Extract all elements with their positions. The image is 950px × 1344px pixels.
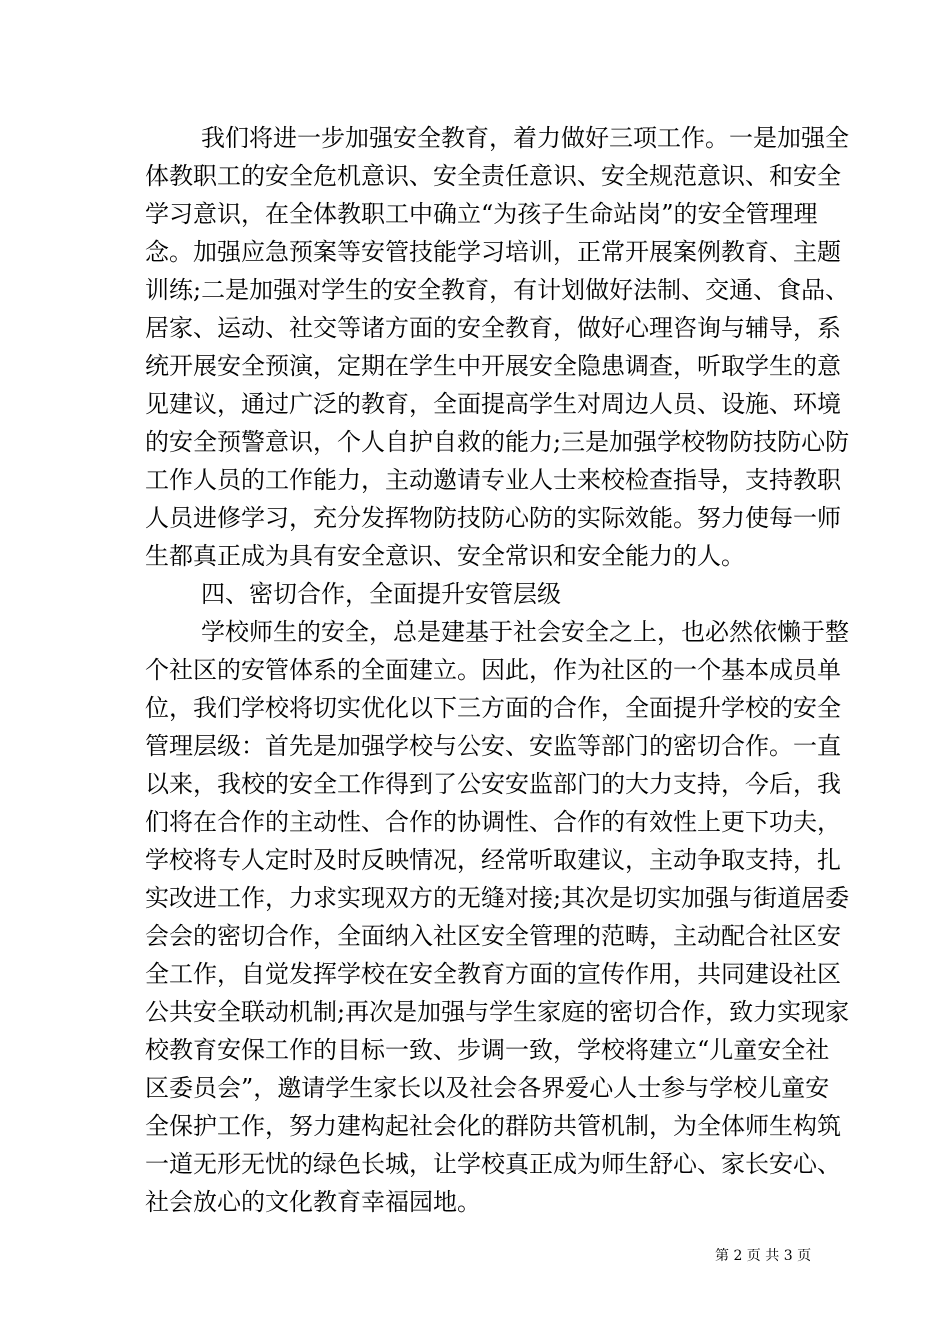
text-line: 区委员会”，邀请学生家长以及社会各界爱心人士参与学校儿童安 <box>145 1074 830 1102</box>
text-line: 个社区的安管体系的全面建立。因此，作为社区的一个基本成员单 <box>145 656 841 684</box>
text-line: 实改进工作，力求实现双方的无缝对接;其次是切实加强与街道居委 <box>145 884 850 912</box>
text-line: 人员进修学习，充分发挥物防技防心防的实际效能。努力使每一师 <box>145 504 841 532</box>
text-line: 生都真正成为具有安全意识、安全常识和安全能力的人。 <box>145 542 745 570</box>
text-line: 校教育安保工作的目标一致、步调一致，学校将建立“儿童安全社 <box>145 1036 830 1064</box>
text-line: 体教职工的安全危机意识、安全责任意识、安全规范意识、和安全 <box>145 162 841 190</box>
text-line: 管理层级：首先是加强学校与公安、安监等部门的密切合作。一直 <box>145 732 841 760</box>
text-line: 的安全预警意识，个人自护自救的能力;三是加强学校物防技防心防 <box>145 428 850 456</box>
text-line: 全工作，自觉发挥学校在安全教育方面的宣传作用，共同建设社区 <box>145 960 841 988</box>
text-line: 我们将进一步加强安全教育，着力做好三项工作。一是加强全 <box>201 124 849 152</box>
text-line: 念。加强应急预案等安管技能学习培训，正常开展案例教育、主题 <box>145 238 841 266</box>
text-line: 们将在合作的主动性、合作的协调性、合作的有效性上更下功夫， <box>145 808 841 836</box>
text-line: 位，我们学校将切实优化以下三方面的合作，全面提升学校的安全 <box>145 694 841 722</box>
text-line: 见建议，通过广泛的教育，全面提高学生对周边人员、设施、环境 <box>145 390 841 418</box>
section-heading: 四、密切合作，全面提升安管层级 <box>201 580 561 608</box>
text-line: 一道无形无忧的绿色长城，让学校真正成为师生舒心、家长安心、 <box>145 1150 841 1178</box>
text-line: 居家、运动、社交等诸方面的安全教育，做好心理咨询与辅导，系 <box>145 314 841 342</box>
text-line: 统开展安全预演，定期在学生中开展安全隐患调查，听取学生的意 <box>145 352 841 380</box>
page-indicator: 第 2 页 共 3 页 <box>715 1248 812 1264</box>
text-line: 会会的密切合作，全面纳入社区安全管理的范畴，主动配合社区安 <box>145 922 841 950</box>
text-line: 学校师生的安全，总是建基于社会安全之上，也必然依懒于整 <box>201 618 849 646</box>
text-line: 训练;二是加强对学生的安全教育，有计划做好法制、交通、食品、 <box>145 276 850 304</box>
text-line: 公共安全联动机制;再次是加强与学生家庭的密切合作，致力实现家 <box>145 998 850 1026</box>
text-line: 全保护工作，努力建构起社会化的群防共管机制，为全体师生构筑 <box>145 1112 841 1140</box>
text-line: 社会放心的文化教育幸福园地。 <box>145 1188 481 1216</box>
text-line: 工作人员的工作能力，主动邀请专业人士来校检查指导，支持教职 <box>145 466 841 494</box>
text-line: 学习意识，在全体教职工中确立“为孩子生命站岗”的安全管理理 <box>145 200 818 228</box>
text-line: 学校将专人定时及时反映情况，经常听取建议，主动争取支持，扎 <box>145 846 841 874</box>
text-line: 以来，我校的安全工作得到了公安安监部门的大力支持，今后，我 <box>145 770 841 798</box>
